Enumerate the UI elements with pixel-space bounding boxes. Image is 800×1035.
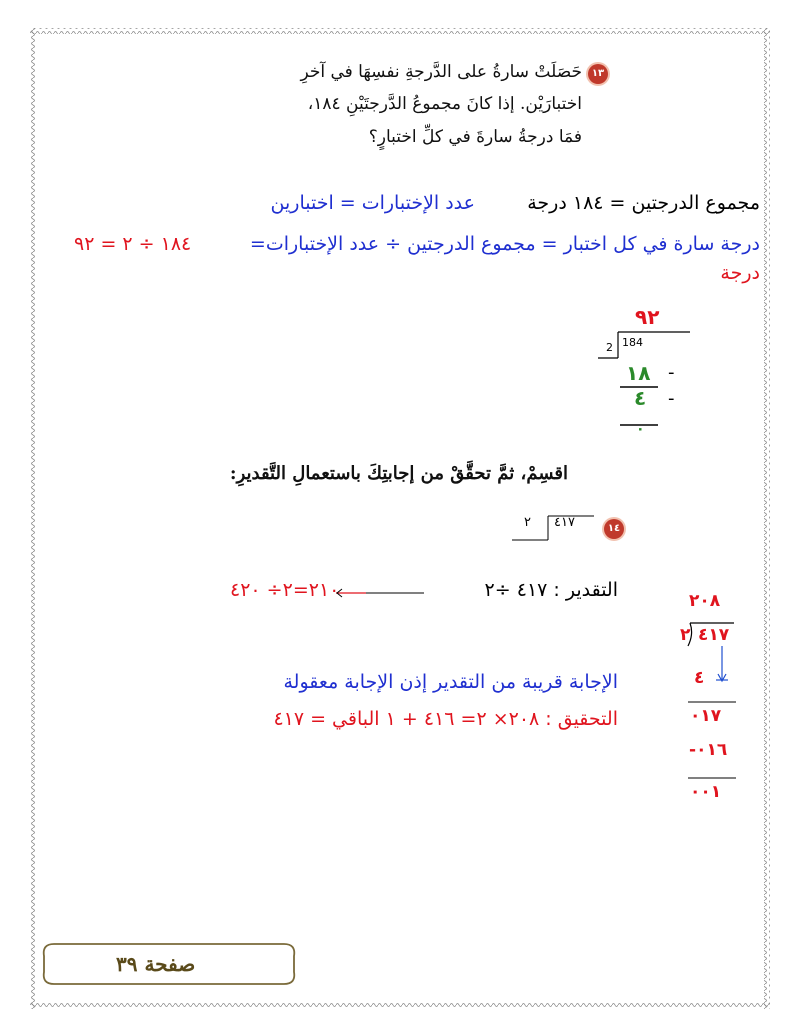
test-count-statement: عدد الإختبارات = اختبارين: [270, 192, 475, 214]
bring-down-arrow: [716, 646, 728, 684]
estimate-label: التقدير : ٤١٧ ÷٢: [484, 579, 618, 601]
problem-14-bracket: [510, 512, 595, 542]
reasonable-statement: الإجابة قريبة من التقدير إذن الإجابة معقولة: [283, 671, 618, 693]
division1-minus-1: -: [668, 362, 675, 383]
division1-minus-2: -: [668, 388, 675, 409]
division2-dividend: ٤١٧: [698, 625, 730, 645]
division1-quotient: ٩٢: [635, 305, 660, 329]
division2-step1: ٤: [694, 668, 705, 688]
division2-step2: ٠١٧: [690, 706, 722, 726]
division1-remainder: ٠: [636, 421, 645, 437]
division2-remainder: ٠٠١: [690, 782, 722, 802]
problem-13-number-badge: ١٣: [588, 64, 608, 84]
grade-unit: درجة: [720, 262, 760, 284]
division1-step2: ٤: [634, 386, 647, 410]
problem-14-dividend: ٤١٧: [554, 515, 575, 530]
problem-14-number-badge: ١٤: [604, 519, 624, 539]
problem-13-line-2: اختبارَيْن. إذا كانَ مجموعُ الدَّرجتَيْنِ ١٨٤،: [307, 94, 582, 114]
estimate-strike-arrow: [336, 588, 426, 598]
grade-formula: درجة سارة في كل اختبار = مجموع الدرجتين ÷ عدد الإختبارات=: [249, 233, 760, 255]
division2-line-1: [688, 700, 738, 704]
division1-step1: ١٨: [626, 361, 651, 385]
problem-13-line-3: فمَا درجةُ سارةَ في كلِّ اختبارٍ؟: [368, 127, 582, 147]
grade-calculation: ١٨٤ ÷ ٢ = ٩٢: [74, 233, 192, 255]
problem-14-divisor: ٢: [524, 515, 531, 530]
division1-bracket: [598, 328, 693, 360]
page-number-label: صفحة ٣٩: [116, 952, 196, 976]
estimate-result: ٢١٠=٢÷ ٤٢٠: [230, 579, 340, 601]
sum-statement: مجموع الدرجتين = ١٨٤ درجة: [527, 192, 760, 214]
problem-13-line-1: حَصَلَتْ سارةُ على الدَّرجةِ نفسِهَا في آخرِ: [300, 62, 582, 82]
division2-step3: ٠١٦-: [689, 740, 728, 760]
division2-line-2: [688, 776, 738, 780]
division2-quotient: ٢٠٨: [689, 591, 721, 611]
division1-divisor: 2: [606, 341, 613, 354]
division1-dividend: 184: [622, 336, 643, 349]
check-statement: التحقيق : ٢٠٨× ٢= ٤١٦ + ١ الباقي = ٤١٧: [273, 708, 618, 730]
instruction-heading: اقسِمْ، ثمَّ تحقَّقْ من إجابتِكَ باستعمالِ التَّقديرِ:: [229, 463, 568, 484]
division2-divisor: ٢: [680, 625, 691, 645]
